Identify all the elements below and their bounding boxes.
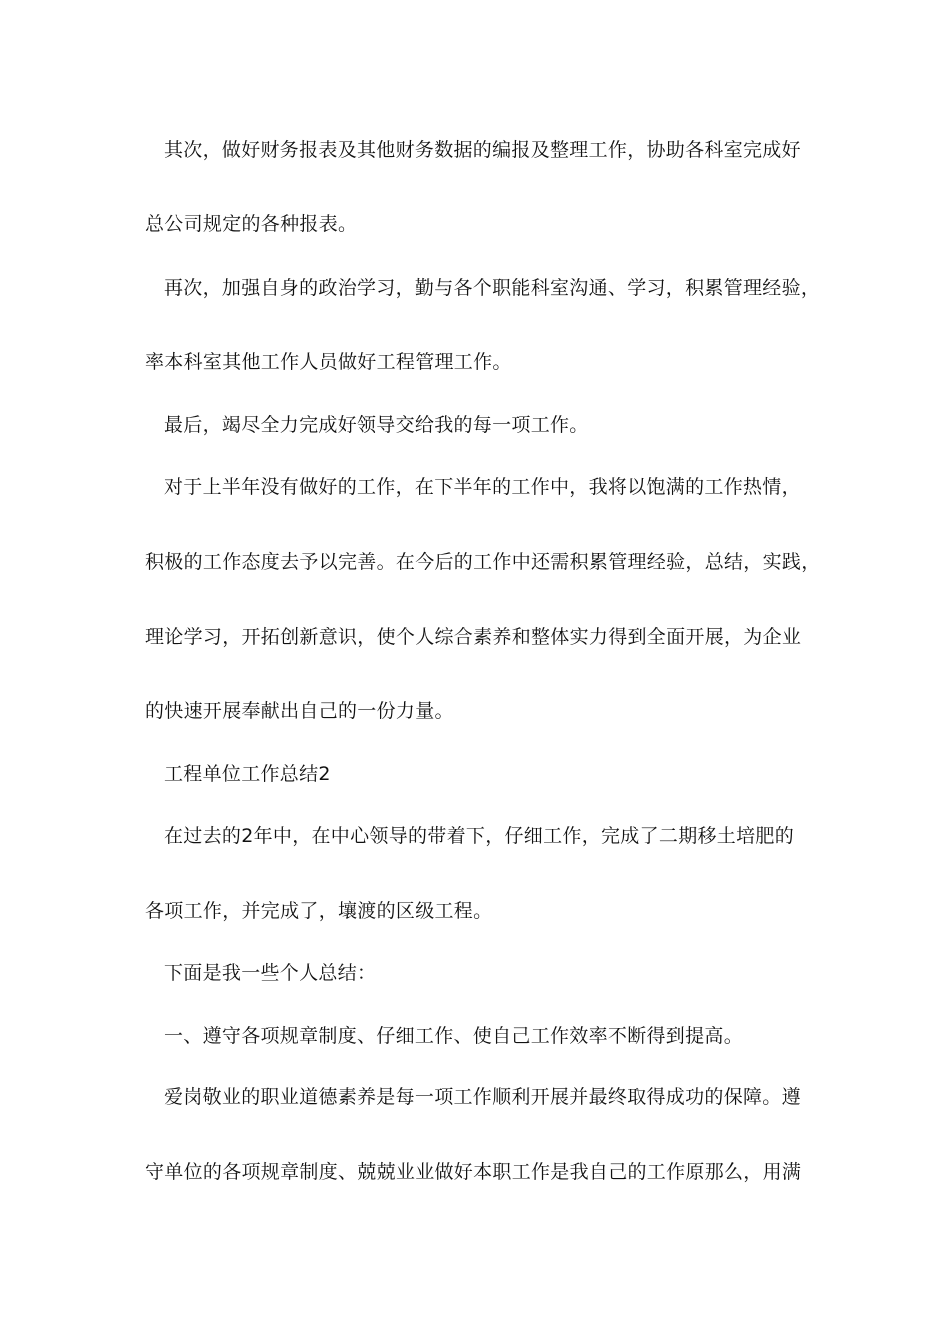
paragraph-line: 对于上半年没有做好的工作，在下半年的工作中，我将以饱满的工作热情， xyxy=(164,476,801,498)
paragraph-line: 总公司规定的各种报表。 xyxy=(145,213,358,235)
paragraph-line: 的快速开展奉献出自己的一份力量。 xyxy=(145,700,454,722)
paragraph-line: 各项工作，并完成了，壤渡的区级工程。 xyxy=(145,900,493,922)
section-heading: 工程单位工作总结2 xyxy=(164,763,331,785)
paragraph-line: 积极的工作态度去予以完善。在今后的工作中还需积累管理经验，总结，实践， xyxy=(145,551,821,573)
paragraph-line: 最后，竭尽全力完成好领导交给我的每一项工作。 xyxy=(164,414,589,436)
paragraph-line: 率本科室其他工作人员做好工程管理工作。 xyxy=(145,351,512,373)
paragraph-line: 再次，加强自身的政治学习，勤与各个职能科室沟通、学习，积累管理经验， xyxy=(164,277,821,299)
list-item-heading: 一、遵守各项规章制度、仔细工作、使自己工作效率不断得到提高。 xyxy=(164,1025,744,1047)
paragraph-line: 守单位的各项规章制度、兢兢业业做好本职工作是我自己的工作原那么，用满 xyxy=(145,1161,802,1183)
paragraph-line: 理论学习，开拓创新意识，使个人综合素养和整体实力得到全面开展，为企业 xyxy=(145,626,802,648)
paragraph-line: 在过去的2年中，在中心领导的带着下，仔细工作，完成了二期移土培肥的 xyxy=(164,825,794,847)
paragraph-line: 下面是我一些个人总结： xyxy=(164,962,377,984)
paragraph-line: 其次，做好财务报表及其他财务数据的编报及整理工作，协助各科室完成好 xyxy=(164,139,801,161)
paragraph-line: 爱岗敬业的职业道德素养是每一项工作顺利开展并最终取得成功的保障。遵 xyxy=(164,1086,801,1108)
